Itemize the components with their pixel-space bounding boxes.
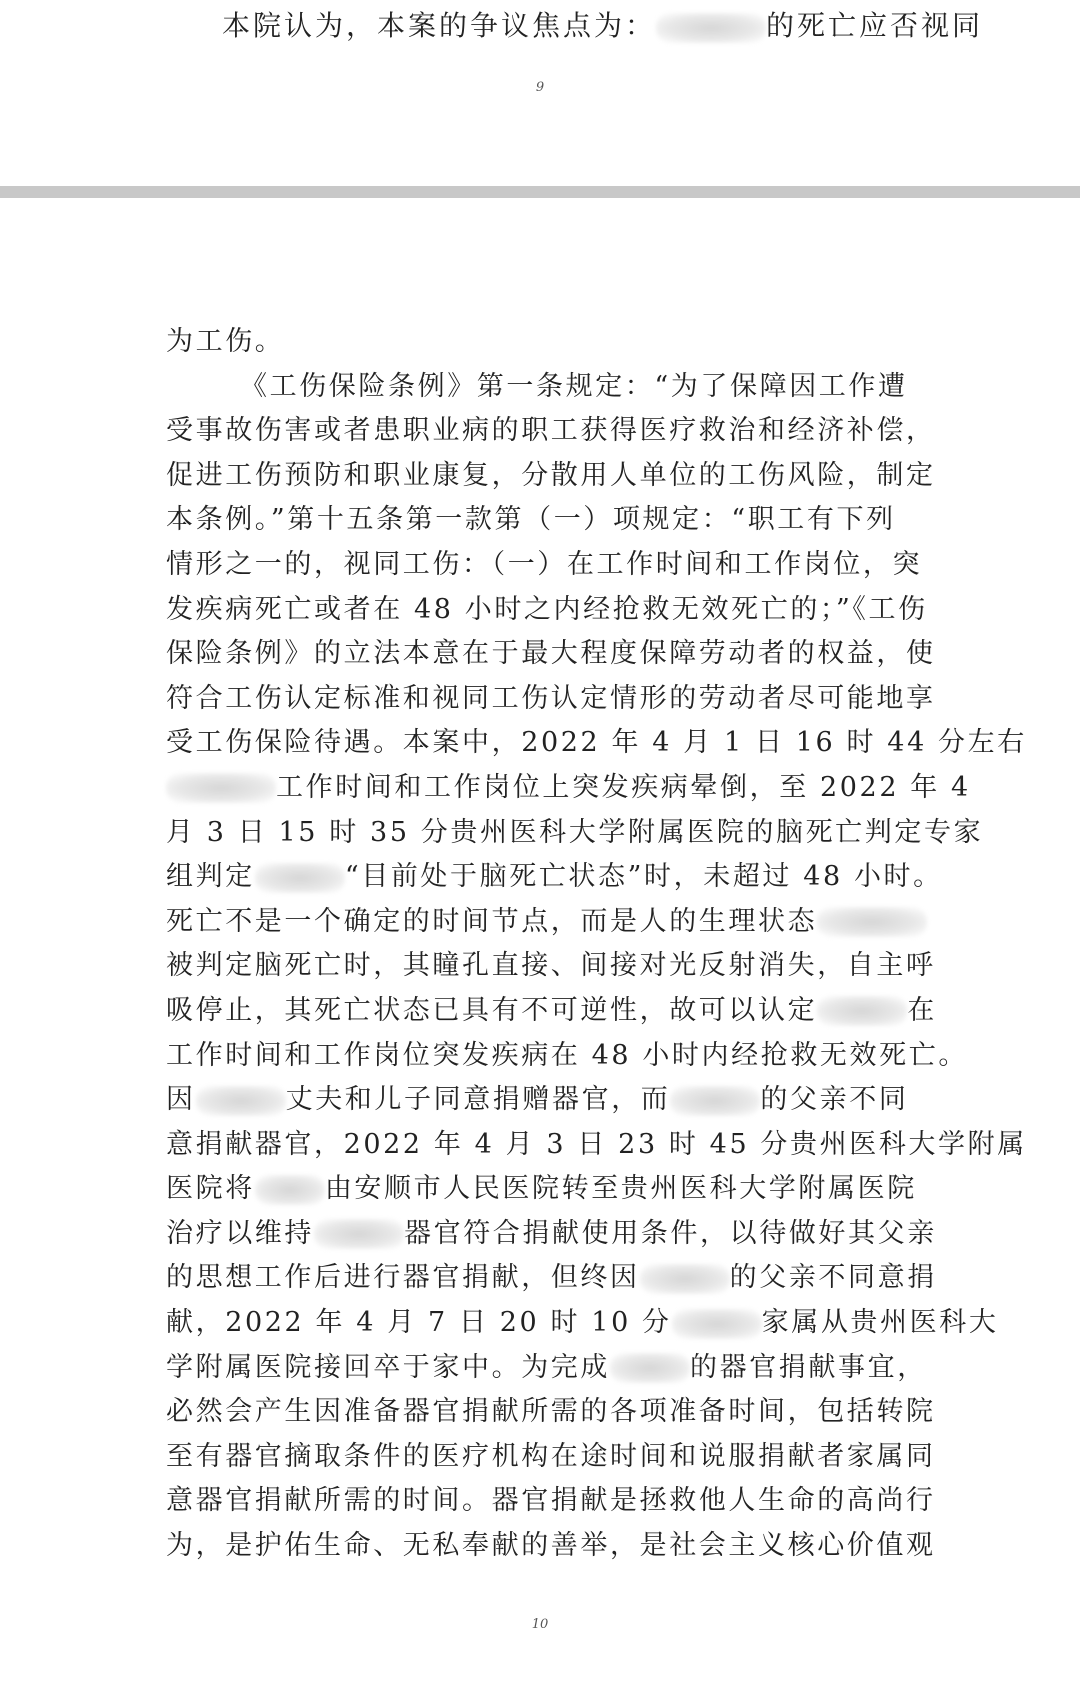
text-segment: 由安顺市人民医院转至贵州医科大学附属医院 [324,1173,917,1205]
redaction-blur [817,996,907,1026]
text-segment: 《工伤保险条例》第一条规定：“为了保障因工作遭 [240,370,908,402]
text-line [166,454,936,499]
text-segment: 工作时间和工作岗位突发疾病在 48 小时内经抢救无效死亡。 [166,1039,968,1071]
redaction-blur [314,1219,404,1249]
text-line [166,365,926,410]
redaction-blur [166,773,276,803]
previous-page-last-line [222,6,983,46]
text-line [166,588,926,633]
text-line [166,1435,936,1480]
redaction-blur [656,13,766,43]
text-segment: 符合工伤认定标准和视同工伤认定情形的劳动者尽可能地享 [166,682,936,714]
text-line [166,989,937,1034]
text-line [166,498,926,543]
text-segment: 意捐献器官，2022 年 4 月 3 日 23 时 45 分贵州医科大学附属 [166,1128,1027,1160]
text-line [166,632,936,677]
text-segment: 治疗以维持 [166,1217,314,1249]
text-line [166,811,984,856]
text-segment: 被判定脑死亡时，其瞳孔直接、间接对光反射消失，自主呼 [166,950,936,982]
text-segment: 工作时间和工作岗位上突发疾病晕倒，至 2022 年 4 [276,771,971,803]
redaction-blur [640,1264,730,1294]
text-line [166,1123,1027,1168]
text-segment: 器官符合捐献使用条件，以待做好其父亲 [404,1217,937,1249]
text-line [166,677,936,722]
previous-line-end: 的死亡应否视同 [766,9,984,42]
text-line [166,409,936,454]
page-number-current: 10 [531,1617,549,1632]
text-line [166,320,926,365]
text-segment: 的思想工作后进行器官捐献，但终因 [166,1262,640,1294]
text-line [166,721,1027,766]
text-line [166,1524,936,1569]
text-segment: 学附属医院接回卒于家中。为完成 [166,1351,610,1383]
text-segment: 情形之一的，视同工伤：（一）在工作时间和工作岗位，突 [166,548,923,580]
redaction-blur [670,1086,760,1116]
text-segment: 受工伤保险待遇。本案中，2022 年 4 月 1 日 16 时 44 分左右 [166,727,1027,759]
text-segment: 意器官捐献所需的时间。器官捐献是拯救他人生命的高尚行 [166,1485,936,1517]
text-segment: 月 3 日 15 时 35 分贵州医科大学附属医院的脑死亡判定专家 [166,816,984,848]
text-segment: 本条例。”第十五条第一款第（一）项规定：“职工有下列 [166,504,896,536]
previous-line-start: 本院认为，本案的争议焦点为： [222,9,657,42]
text-segment: 的父亲不同 [760,1084,909,1116]
redaction-blur [610,1353,690,1383]
text-segment: 必然会产生因准备器官捐献所需的各项准备时间，包括转院 [166,1396,936,1428]
text-segment: 为，是护佑生命、无私奉献的善举，是社会主义核心价值观 [166,1530,936,1562]
text-segment: 丈夫和儿子同意捐赠器官，而 [285,1084,671,1116]
text-line [166,1256,937,1301]
previous-page-bottom [0,0,1080,186]
text-segment: 的器官捐献事宜， [690,1351,927,1383]
text-segment: 家属从贵州医科大 [761,1307,999,1339]
redaction-blur [817,907,927,937]
text-segment: 为工伤。 [166,326,285,357]
text-segment: 医院将 [166,1173,255,1205]
text-segment: 献，2022 年 4 月 7 日 20 时 10 分 [166,1307,672,1339]
text-segment: 保险条例》的立法本意在于最大程度保障劳动者的权益，使 [166,638,936,670]
redaction-blur [255,863,345,893]
text-segment: 促进工伤预防和职业康复，分散用人单位的工伤风险，制定 [166,459,936,491]
redaction-blur [255,1175,325,1205]
text-segment: 的父亲不同意捐 [729,1262,937,1294]
text-line [166,1034,968,1079]
text-line [166,1301,999,1346]
text-line [166,1346,926,1391]
text-line [166,1078,926,1123]
text-segment: 在 [907,994,937,1026]
text-segment: 至有器官摘取条件的医疗机构在途时间和说服捐献者家属同 [166,1440,936,1472]
text-line [166,944,936,989]
text-line [166,1212,937,1257]
text-line [166,543,926,588]
text-line [166,766,971,811]
text-segment: 组判定 [166,861,255,893]
text-segment: 受事故伤害或者患职业病的职工获得医疗救治和经济补偿， [166,415,936,447]
text-segment: “目前处于脑死亡状态”时，未超过 48 小时。 [344,861,943,893]
text-line [166,900,926,945]
text-segment: 发疾病死亡或者在 48 小时之内经抢救无效死亡的；”《工伤 [166,593,928,625]
text-line [166,1390,936,1435]
redaction-blur [196,1086,286,1116]
text-segment: 吸停止，其死亡状态已具有不可逆性，故可以认定 [166,994,818,1026]
text-line [166,1479,936,1524]
text-segment: 死亡不是一个确定的时间节点，而是人的生理状态 [166,905,818,937]
text-line [166,855,943,900]
judgment-body-text [166,320,1027,1569]
redaction-blur [672,1309,762,1339]
page-separator [0,186,1080,198]
text-segment: 因 [166,1084,196,1116]
page-number-previous: 9 [535,80,545,95]
text-line [166,1167,926,1212]
